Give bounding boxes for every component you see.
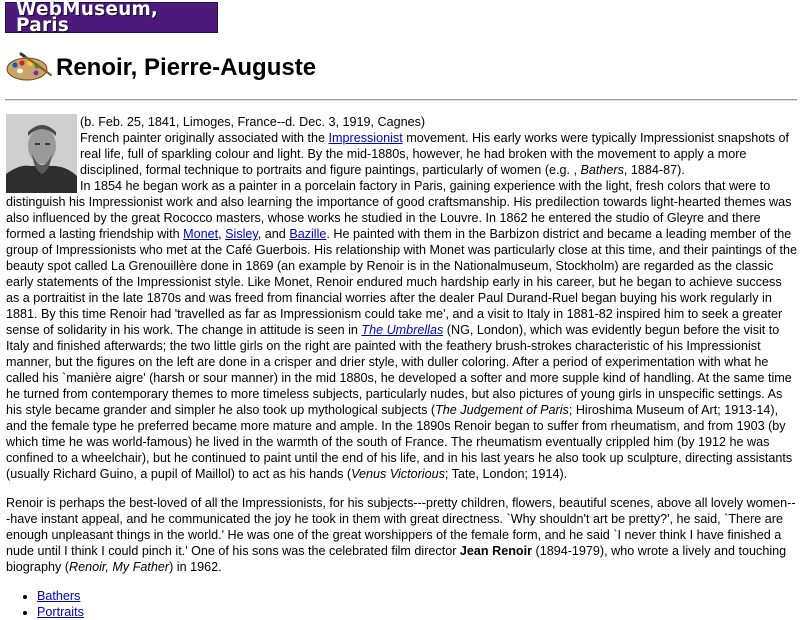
judgement-title: The Judgement of Paris — [435, 403, 569, 417]
bio-paragraph-1 — [6, 114, 798, 482]
bio-text: In 1854 he began work as a painter in a porcelain factory in Paris, gaining experience with the light, fresh colors that were to distinguish his Impressionist work and also learning the importance of good craftsmanship. His predilection towards light-hearted themes was also influenced by the great Rococco masters, whose works he studied in the Louvre. In 1862 he entered the studio of Gleyre and there formed a lasting friendship with — [6, 179, 792, 241]
bazille-link[interactable]: Bazille — [289, 227, 327, 241]
bio-paragraph-2 — [6, 495, 798, 575]
jean-renoir-name: Jean Renoir — [459, 544, 533, 558]
bathers-link[interactable]: Bathers — [37, 589, 81, 603]
list-item — [37, 604, 798, 620]
bio-text: ; Tate, London; 1914). — [444, 467, 568, 481]
list-item — [37, 588, 798, 604]
biography-title: Renoir, My Father — [69, 560, 170, 574]
title-row — [5, 50, 316, 86]
bio-text: Renoir is perhaps the best-loved of all the Impressionists, for his subjects---pretty children, flowers, beautiful scenes, above all lovely women---have instant appeal, and he communicated the joy he took in them with great directness. `Why shouldn't art be pretty?', he said, `There are enough unpleasant things in the world.' He was one of the great worshippers of the female form, and he said `I never think I have finished a nude until I think I could pinch it.' One of his sons was the celebrated film director — [6, 496, 796, 558]
bio-dates: (b. Feb. 25, 1841, Limoges, France--d. Dec. 3, 1919, Cagnes) — [80, 115, 426, 129]
article-body — [6, 114, 798, 620]
portraits-link[interactable]: Portraits — [37, 605, 84, 619]
umbrellas-link[interactable] — [361, 323, 443, 337]
bio-text: ) in 1962. — [169, 560, 222, 574]
page-title: Renoir, Pierre-Auguste — [56, 54, 317, 81]
divider — [5, 99, 797, 101]
bio-text: , — [218, 227, 226, 241]
bio-text: ; Hiroshima Museum of Art; 1913-14), and the female type he preferred became more mature and ample. In the 1890s Renoir began to suffer from rheumatism, and from 1903 (by which time he was world-famous) he lived in the warmth of the south of France. The rheumatism eventually crippled him (by 1912 he was confined to a wheelchair), but he continued to paint until the end of his life, and in his last years he also took up sculpture, directing assistants (usually Richard Guino, a pupil of Maillol) to act as his hands ( — [6, 403, 793, 481]
site-banner[interactable] — [5, 0, 218, 36]
site-banner-text: WebMuseum, Paris — [16, 0, 159, 36]
palette-icon — [5, 49, 56, 87]
sisley-link[interactable]: Sisley — [225, 227, 258, 241]
bio-text: , 1884-87). — [623, 163, 685, 177]
umbrellas-link-text: The Umbrellas — [361, 323, 444, 337]
bio-text: , and — [257, 227, 290, 241]
impressionist-link[interactable]: Impressionist — [328, 131, 403, 145]
bio-text: (NG, London), which was evidently begun before the visit to Italy and finished afterwards; the two little girls on the right are painted with the feathery brush-strokes characteristic of his Impressionist manner, but the figures on the left are done in a crisper and drier style, with duller coloring. After a period of experimentation with what he called his `manière aigre' (harsh or sour manner) in the mid 1880s, he developed a softer and more supple kind of handling. At the same time he turned from contemporary themes to more timeless subjects, particularly nudes, but also pictures of young girls in unspecific settings. As his style became grander and simpler he also took up mythological subjects ( — [6, 323, 792, 417]
venus-title: Venus Victorious — [351, 467, 445, 481]
bio-text: movement. His early works were typically Impressionist snapshots of real life, full of sparkling colour and light. By the mid-1880s, however, he had broken with the movement to apply a more disciplined, formal technique to portraits and figure paintings, particularly of women (e.g. , — [80, 131, 790, 177]
monet-link[interactable]: Monet — [183, 227, 219, 241]
bathers-title: Bathers — [580, 163, 624, 177]
bio-text: . He painted with them in the Barbizon district and became a leading member of the group of Impressionists who met at the Café Guerbois. His relationship with Monet was particularly close at this time, and their paintings of the beauty spot called La Grenouillère done in 1869 (an example by Renoir is in the Nationalmuseum, Stockholm) are regarded as the classic early statements of the Impressionist style. Like Monet, Renoir endured much hardship early in his career, but he began to achieve success as a portraitist in the late 1870s and was freed from financial worries after the dealer Paul Durand-Ruel began buying his work regularly in 1881. By this time Renoir had 'travelled as far as Impressionism could take me', and a visit to Italy in 1881-82 inspired him to seek a greater sense of solidarity in his work. The change in attitude is seen in — [6, 227, 797, 337]
bio-text: French painter originally associated with the — [80, 131, 329, 145]
bio-text: (1894-1979), who wrote a lively and touching biography ( — [6, 544, 787, 574]
portrait-photo — [6, 114, 77, 193]
